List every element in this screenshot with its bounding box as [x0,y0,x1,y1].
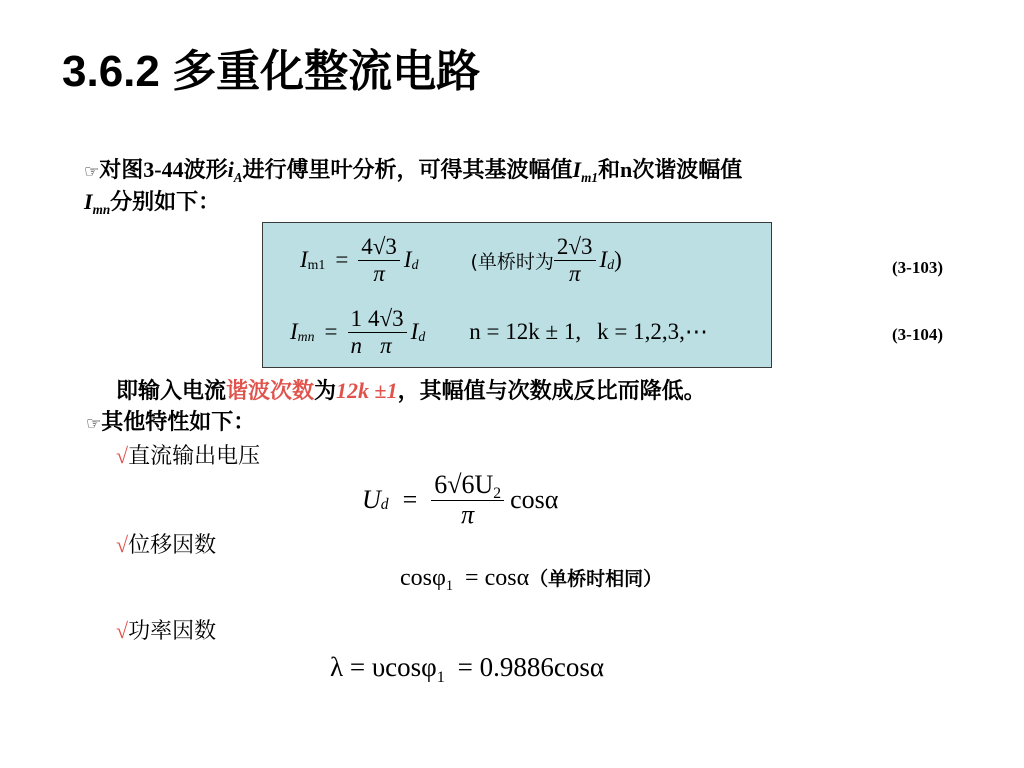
eq2-fraction-2: $\frac{4√3}{\pi}$ [365,306,407,358]
harmonic-order-term: 谐波次数 [226,379,315,404]
intro-paragraph-line2: $I_{mn}$分别如下： [84,189,221,217]
dc-output-voltage-label: √直流输出电压 [116,443,261,469]
other-characteristics-heading: ☞其他特性如下： [86,410,256,435]
harmonic-statement: 即输入电流谐波次数为12k ±1，其幅值与次数成反比而降低。 [116,378,706,404]
ia-symbol: $i_A$ [227,157,243,185]
equation-3-103: I m1 = $\frac{4√3}{\pi}$ I d (单桥时为 $\frac{2√3}{\pi}$ I d ) [300,234,622,286]
displacement-factor-formula: cosφ$_1$ = cosα（单桥时相同） [400,565,663,595]
single-bridge-same-note: （单桥时相同） [529,568,663,590]
power-factor-formula: λ = υcosφ$_1$ = 0.9886cosα [330,652,604,686]
pointing-hand-icon: ☞ [84,162,100,182]
page-title: 3.6.2 多重化整流电路 [62,47,481,96]
check-mark: √ [116,618,129,643]
power-factor-label: √功率因数 [116,618,217,644]
eq2-fraction-1: $\frac{1}{n}$ [348,306,366,358]
k-condition: k = 1,2,3,⋯ [597,319,708,344]
n-condition: n = 12k ± 1, [469,319,582,344]
pointing-hand-icon: ☞ [86,414,102,434]
check-mark: √ [116,443,129,468]
im1-symbol: $I_{m1}$ [572,157,598,185]
intro-paragraph: ☞对图3-44波形$i_A$进行傅里叶分析，可得其基波幅值$I_{m1}$和n次谐波幅值 [84,157,743,185]
displacement-factor-label: √位移因数 [116,532,217,558]
dc-voltage-formula: U d = $\frac{6√6U_2}{\pi}$ cosα [362,469,559,529]
note-fraction: $\frac{2√3}{\pi}$ [554,234,596,286]
imn-symbol: $I_{mn}$ [84,189,111,217]
check-mark: √ [116,532,129,557]
single-bridge-note: (单桥时为 [470,250,554,273]
dc-voltage-fraction: $\frac{6√6U_2}{\pi}$ [431,471,504,529]
equation-number-3-104: (3-104) [892,325,943,344]
equation-3-104: I mn = $\frac{1}{n}$ $\frac{4√3}{\pi}$ I d n = 12k ± 1, k = 1,2,3,⋯ [290,306,708,358]
figure-reference: 3-44 [143,157,184,182]
harmonic-order-value: 12k ±1 [336,378,398,403]
equation-number-3-103: (3-103) [892,258,943,277]
eq1-fraction: $\frac{4√3}{\pi}$ [358,234,400,286]
